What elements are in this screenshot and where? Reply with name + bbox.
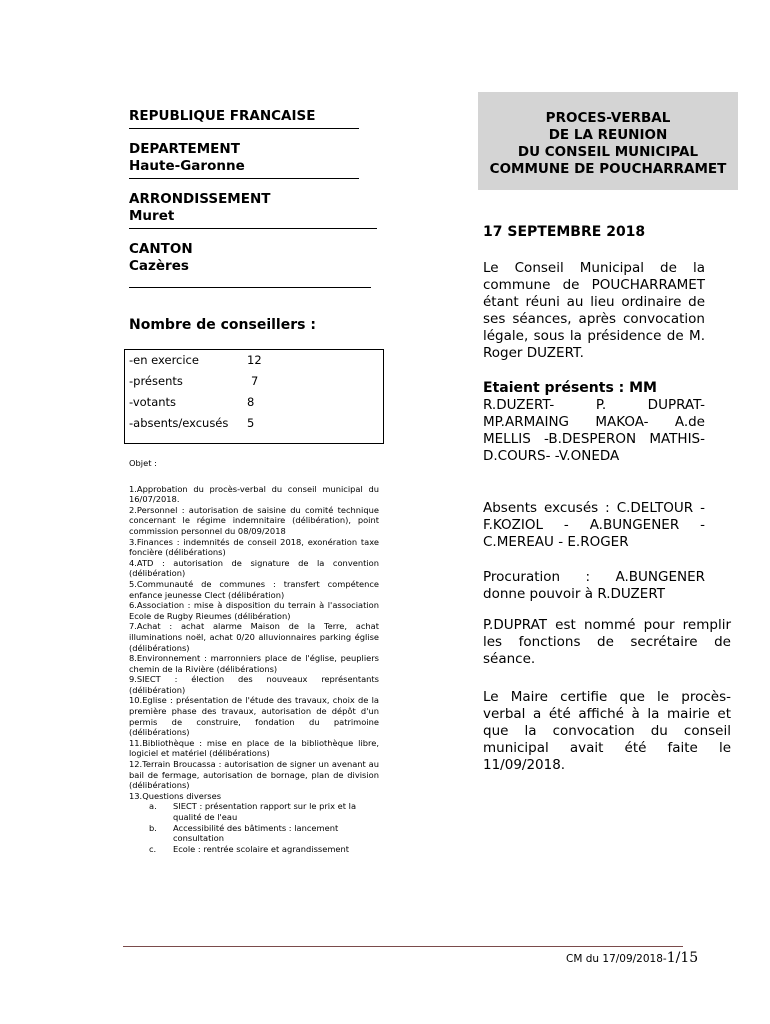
divider (129, 287, 371, 288)
intro-text: Le Conseil Municipal de la commune de POUCHARRAMET étant réuni au lieu ordinaire de ses séances, après convocation légale, sous la présidence de M. Roger DUZERT. (483, 260, 705, 361)
agenda-item: 10.Eglise : présentation de l'étude des travaux, choix de la première phase des travaux, autorisation de dépôt d'un permis de construire, fondation du patrimoine (délibérations) (129, 695, 379, 738)
footer (566, 950, 698, 966)
agenda-intro: Objet : (129, 458, 157, 468)
count-value: 7 (251, 374, 259, 388)
agenda-item: 1.Approbation du procès-verbal du conseil municipal du 16/07/2018. (129, 483, 379, 505)
title-line-3: DU CONSEIL MUNICIPAL (517, 144, 699, 160)
agenda-item: 4.ATD : autorisation de signature de la convention (délibération) (129, 557, 379, 579)
agenda-item: 11.Bibliothèque : mise en place de la bibliothèque libre, logiciel et matériel (délibérations) (129, 737, 379, 759)
republique-heading: REPUBLIQUE FRANCAISE (129, 108, 316, 124)
agenda-subitem (149, 801, 379, 822)
page-number: 1/15 (666, 950, 699, 966)
count-row (129, 416, 254, 430)
agenda-item: 5.Communauté de communes : transfert compétence enfance jeunesse Clect (délibération) (129, 578, 379, 600)
subitem-text: Ecole : rentrée scolaire et agrandissement (173, 843, 350, 854)
arrondissement-value: Muret (129, 208, 175, 224)
divider (129, 178, 359, 179)
agenda-item: 12.Terrain Broucassa : autorisation de signer un avenant au bail de fermage, autorisation de bornage, plan de division (délibérations) (129, 759, 379, 791)
subitem-text: Accessibilité des bâtiments : lancement consultation (173, 822, 339, 844)
procuration-block (483, 569, 705, 603)
agenda-item: 6.Association : mise à disposition du terrain à l'association Ecole de Rugby Rieumes (délibération) (129, 600, 379, 621)
agenda-item: 7.Achat : achat alarme Maison de la Terre, achat illuminations noël, achat 0/20 alluvionnaires parking église (délibérations) (129, 621, 379, 653)
secretaire-text: P.DUPRAT est nommé pour remplir les fonctions de secrétaire de séance. (483, 617, 731, 667)
agenda-item: 2.Personnel : autorisation de saisine du comité technique concernant le régime indemnitaire (délibération), point commission personnel du 08/09/2018 (129, 504, 379, 536)
count-row (129, 395, 254, 409)
agenda-item: 13.Questions diverses (129, 790, 222, 801)
title-line-4: COMMUNE DE POUCHARRAMET (489, 161, 727, 177)
departement-label: DEPARTEMENT (129, 141, 240, 157)
subitem-letter: a. (149, 801, 157, 812)
absents-block (483, 500, 705, 551)
counts-table (124, 349, 384, 444)
divider (129, 128, 359, 129)
agenda (129, 458, 379, 854)
presents-block (483, 380, 705, 465)
agenda-subitem (149, 823, 379, 844)
title-line-2: DE LA REUNION (548, 127, 668, 143)
count-label: -votants (129, 395, 177, 409)
count-value: 5 (247, 416, 255, 430)
footer-text: CM du 17/09/2018- (566, 953, 667, 965)
count-label: -présents (129, 374, 183, 388)
agenda-item: 8.Environnement : marronniers place de l'église, peupliers chemin de la Rivière (délibérations) (129, 653, 379, 674)
presents-list: R.DUZERT- P. DUPRAT- MP.ARMAING MAKOA- A.de MELLIS -B.DESPERON MATHIS- D.COURS- -V.ONEDA (483, 397, 705, 464)
agenda-subitem (149, 844, 379, 855)
canton-value: Cazères (129, 258, 189, 274)
agenda-item: 9.SIECT : élection des nouveaux représentants (délibération) (129, 674, 379, 695)
presents-title: Etaient présents : MM (483, 380, 657, 396)
count-row (129, 374, 258, 388)
title-box (478, 92, 738, 190)
count-label: -absents/excusés (129, 416, 229, 430)
count-value: 12 (247, 353, 262, 367)
left-header (129, 108, 379, 300)
certification-block (483, 689, 731, 774)
count-label: -en exercice (129, 353, 199, 367)
subitem-text: SIECT : présentation rapport sur le prix et la qualité de l'eau (173, 801, 357, 822)
count-value: 8 (247, 395, 255, 409)
absents-text: Absents excusés : C.DELTOUR - F.KOZIOL - A.BUNGENER - C.MEREAU - E.ROGER (483, 500, 705, 550)
arrondissement-label: ARRONDISSEMENT (129, 191, 271, 207)
count-row (129, 353, 262, 367)
meeting-date: 17 SEPTEMBRE 2018 (483, 224, 646, 240)
subitem-letter: c. (149, 843, 157, 854)
divider (129, 228, 377, 229)
subitem-letter: b. (149, 822, 157, 833)
counts-title: Nombre de conseillers : (129, 317, 316, 333)
certification-text: Le Maire certifie que le procès-verbal a été affiché à la mairie et que la convocation du conseil municipal avait été faite le 11/09/2018. (483, 689, 731, 773)
footer-divider (123, 946, 683, 947)
agenda-item: 3.Finances : indemnités de conseil 2018, exonération taxe foncière (délibérations) (129, 536, 379, 558)
secretaire-block (483, 617, 731, 668)
intro-paragraph (483, 260, 705, 362)
canton-label: CANTON (129, 241, 193, 257)
procuration-text: Procuration : A.BUNGENER donne pouvoir à R.DUZERT (483, 569, 705, 602)
departement-value: Haute-Garonne (129, 158, 245, 174)
title-line-1: PROCES-VERBAL (545, 110, 671, 126)
